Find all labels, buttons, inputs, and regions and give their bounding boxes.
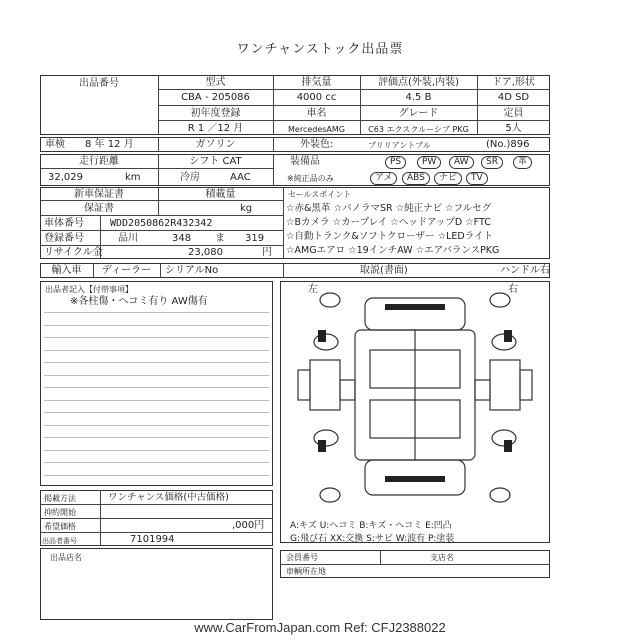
- record-book-label: 保証書: [84, 203, 114, 214]
- lot-number-label: 出品番号: [79, 78, 119, 89]
- member-number-label: 会員番号: [286, 553, 318, 562]
- diagram-legend-2: G:飛び石 XX:交換 S:サビ W:波有 P:塗装: [290, 534, 455, 544]
- score-label: 評価点(外装,内装): [378, 77, 459, 88]
- equipment-item: PS: [385, 156, 406, 169]
- sales-point-1: ☆赤&黒革 ☆パノラマSR ☆純正ナビ ☆フルセグ: [286, 203, 492, 214]
- notes-ruled-line: [44, 325, 269, 326]
- equipment-item: AW: [449, 156, 474, 169]
- ac-value: AAC: [230, 172, 251, 183]
- notes-ruled-line: [44, 437, 269, 438]
- doors-label: ドア,形状: [492, 77, 535, 88]
- recycle-label: リサイクル金: [44, 247, 103, 258]
- car-name-label: 車名: [306, 108, 327, 119]
- notes-ruled-line: [44, 412, 269, 413]
- first-registration-label: 初年度登録: [190, 108, 241, 119]
- diagram-left-label: 左: [308, 284, 318, 295]
- car-damage-diagram: [290, 290, 540, 505]
- notes-ruled-line: [44, 462, 269, 463]
- notes-ruled-line: [44, 450, 269, 451]
- sales-point-4: ☆AMGエアロ ☆19インチAW ☆エアバランスPKG: [286, 245, 500, 256]
- registration-label: 登録番号: [44, 233, 84, 244]
- publish-method-label: 掲載方法: [44, 494, 76, 503]
- notes-ruled-line: [44, 387, 269, 388]
- chassis-label: 車体番号: [44, 218, 84, 229]
- color-label: 外装色:: [300, 139, 334, 150]
- manual-label: 取説(書面): [360, 265, 408, 276]
- sales-points-label: セールスポイント: [288, 190, 352, 199]
- desired-price-value: ,000円: [232, 520, 265, 531]
- mileage-label: 走行距離: [79, 156, 119, 167]
- capacity-label: 定員: [503, 108, 524, 119]
- model-value: CBA - 205086: [181, 92, 250, 103]
- equipment-item: SR: [481, 156, 503, 169]
- equipment-item: アメ: [370, 172, 397, 185]
- vehicle-location-label: 車輌所在地: [286, 567, 326, 576]
- equipment-item: ABS: [402, 172, 430, 185]
- fuel-value: ガソリン: [195, 139, 236, 150]
- registration-class: 348: [172, 233, 192, 244]
- registration-area: 品川: [118, 233, 138, 244]
- notes-ruled-line: [44, 337, 269, 338]
- ac-label: 冷房: [180, 172, 200, 183]
- import-label: 輸入車: [51, 265, 82, 276]
- notes-ruled-line: [44, 400, 269, 401]
- grade-value: C63 エクスクルーシブ PKG: [368, 125, 469, 134]
- chassis-value: WDD2050862R432342: [110, 218, 213, 229]
- model-label: 型式: [205, 77, 226, 88]
- equipment-item: 革: [513, 156, 532, 169]
- handle-label: ハンドル右: [500, 265, 550, 276]
- diagram-right-label: 右: [508, 284, 518, 295]
- branch-name-label: 支店名: [430, 553, 454, 562]
- equipment-item: TV: [466, 172, 488, 185]
- equipment-item: PW: [417, 156, 441, 169]
- notes-ruled-line: [44, 375, 269, 376]
- car-name-value: MercedesAMG: [288, 125, 345, 134]
- first-registration-value: R 1 ／12 月: [187, 123, 244, 134]
- doors-value: 4D SD: [497, 92, 530, 103]
- recycle-unit: 円: [262, 247, 272, 258]
- weight-unit: kg: [240, 203, 253, 214]
- diagram-legend-1: A:キズ U:ヘコミ B:キズ・ヘコミ E:凹凸: [290, 521, 452, 531]
- seller-label: 出品店名: [50, 553, 82, 562]
- notes-label: 出品者記入【付帯事項】: [45, 285, 133, 294]
- inspection-label: 車検: [45, 139, 65, 150]
- mileage-unit: km: [125, 172, 141, 183]
- recycle-value: 23,080: [188, 247, 223, 258]
- score-value: 4.5 B: [405, 92, 432, 103]
- transmission-value: シフト CAT: [189, 156, 242, 167]
- notes-ruled-line: [44, 475, 269, 476]
- publish-method-value: ワンチャンス価格(中古価格): [108, 492, 229, 503]
- new-car-warranty-label: 新車保証書: [74, 189, 124, 200]
- capacity-value: 5人: [505, 123, 522, 134]
- watermark-footer: www.CarFromJapan.com Ref: CFJ2388022: [194, 620, 446, 635]
- color-value: ブリリアントブル: [368, 141, 431, 150]
- notes-ruled-line: [44, 350, 269, 351]
- weight-label: 積載量: [205, 189, 236, 200]
- desired-price-label: 希望価格: [44, 522, 76, 531]
- inspection-value: 8 年 12 月: [85, 139, 134, 150]
- serial-label: シリアルNo: [165, 265, 219, 276]
- sales-point-3: ☆自動トランク&ソフトクローザー ☆LEDライト: [286, 231, 493, 242]
- seller-number-label: 出品者番号: [42, 537, 77, 545]
- notes-line-1: ※各柱傷・ヘコミ有り AW傷有: [70, 296, 208, 307]
- equipment-item: ナビ: [434, 172, 462, 185]
- notes-ruled-line: [44, 312, 269, 313]
- registration-number: 319: [245, 233, 265, 244]
- color-number: (No.)896: [486, 139, 530, 150]
- grade-label: グレード: [398, 108, 439, 119]
- displacement-label: 排気量: [301, 77, 332, 88]
- notes-ruled-line: [44, 362, 269, 363]
- notes-ruled-line: [44, 425, 269, 426]
- seller-number-value: 7101994: [130, 534, 175, 545]
- mileage-value: 32,029: [48, 172, 83, 183]
- equipment-note: ※純正品のみ: [287, 174, 334, 183]
- start-label: 抑約開始: [44, 508, 76, 517]
- dealer-value: ディーラー: [101, 265, 152, 276]
- document-title: ワンチャンストック出品票: [236, 42, 404, 57]
- displacement-value: 4000 cc: [296, 92, 337, 103]
- registration-kana: ま: [215, 233, 225, 244]
- sales-point-2: ☆Bカメラ ☆カープレイ ☆ヘッドアップD ☆FTC: [286, 217, 491, 228]
- equipment-label: 装備品: [290, 156, 320, 167]
